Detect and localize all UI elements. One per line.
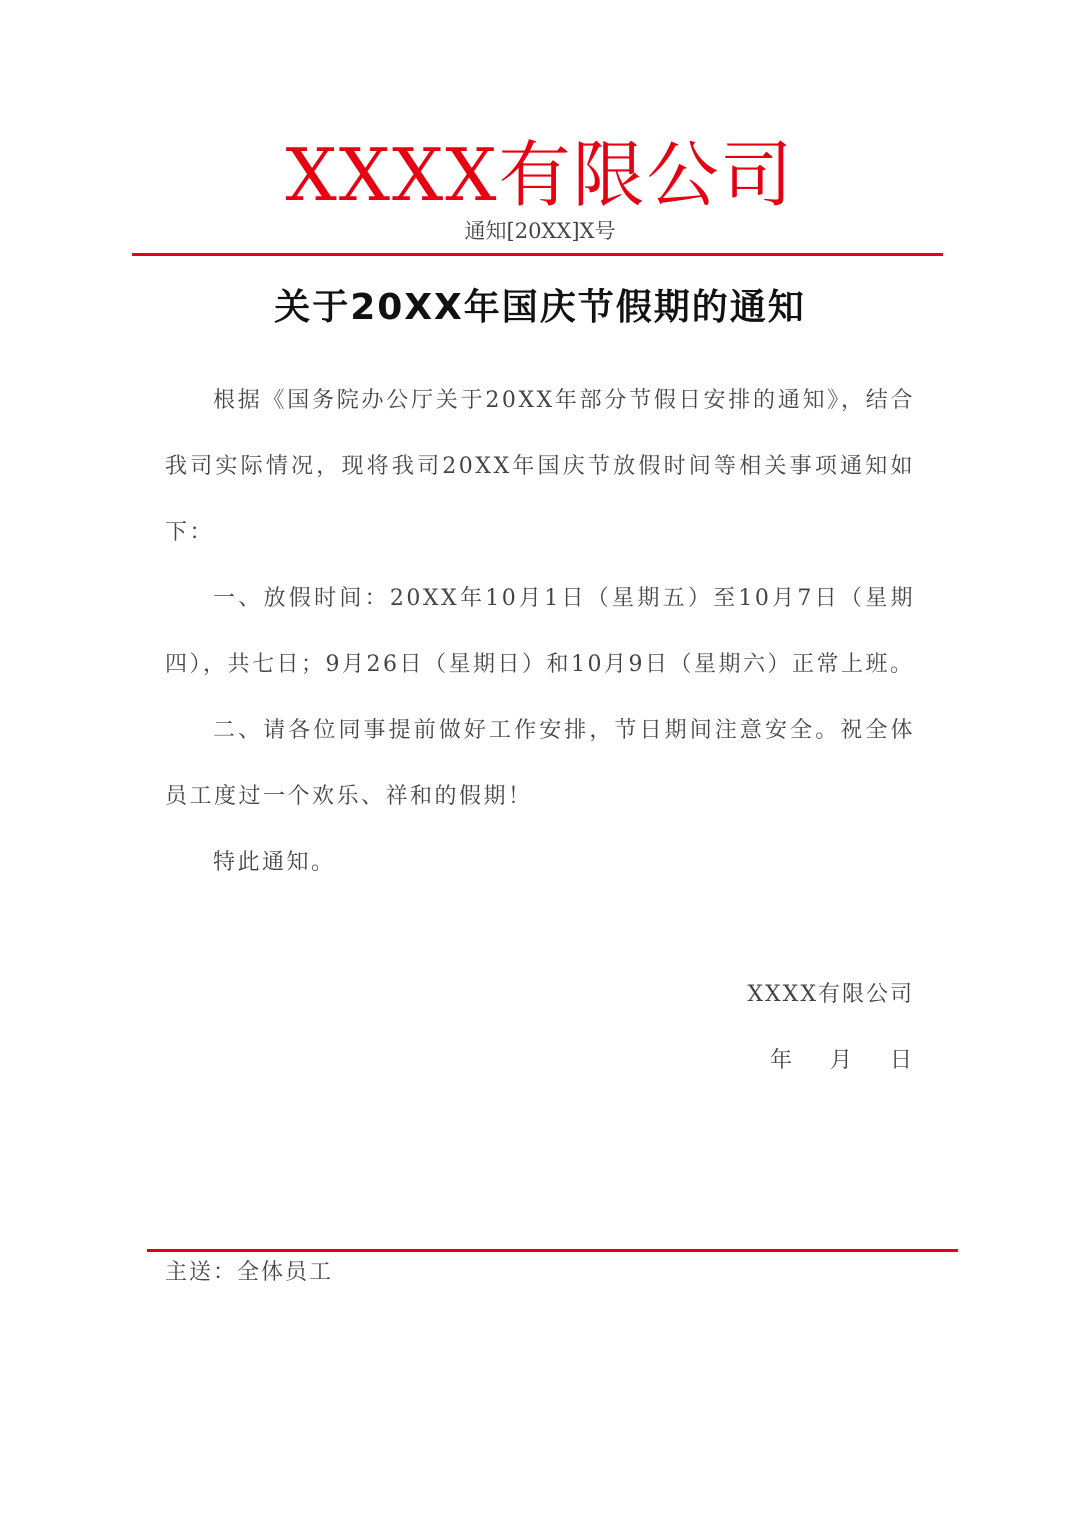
notice-body <box>165 368 915 896</box>
header-divider <box>132 253 943 256</box>
company-name-header: XXXX有限公司 <box>285 133 795 217</box>
footer-divider <box>147 1249 958 1252</box>
recipients-line: 主送：全体员工 <box>165 1260 334 1285</box>
signature-issuer: XXXX有限公司 <box>747 982 914 1007</box>
document-number: 通知[20XX]X号 <box>464 219 616 243</box>
body-paragraph-holiday-time: 一、放假时间：20XX年10月1日（星期五）至10月7日（星期四），共七日；9月26日（星期日）和10月9日（星期六）正常上班。 <box>165 586 915 677</box>
body-paragraph-arrangement: 二、请各位同事提前做好工作安排，节日期间注意安全。祝全体员工度过一个欢乐、祥和的假期！ <box>165 718 915 809</box>
signature-date: 年 月 日 <box>770 1048 914 1073</box>
signature-block <box>747 962 914 1094</box>
body-paragraph-closing: 特此通知。 <box>213 850 336 875</box>
notice-title: 关于20XX年国庆节假期的通知 <box>274 287 806 328</box>
body-paragraph-intro: 根据《国务院办公厅关于20XX年部分节假日安排的通知》，结合我司实际情况，现将我司20XX年国庆节放假时间等相关事项通知如下： <box>165 388 915 545</box>
